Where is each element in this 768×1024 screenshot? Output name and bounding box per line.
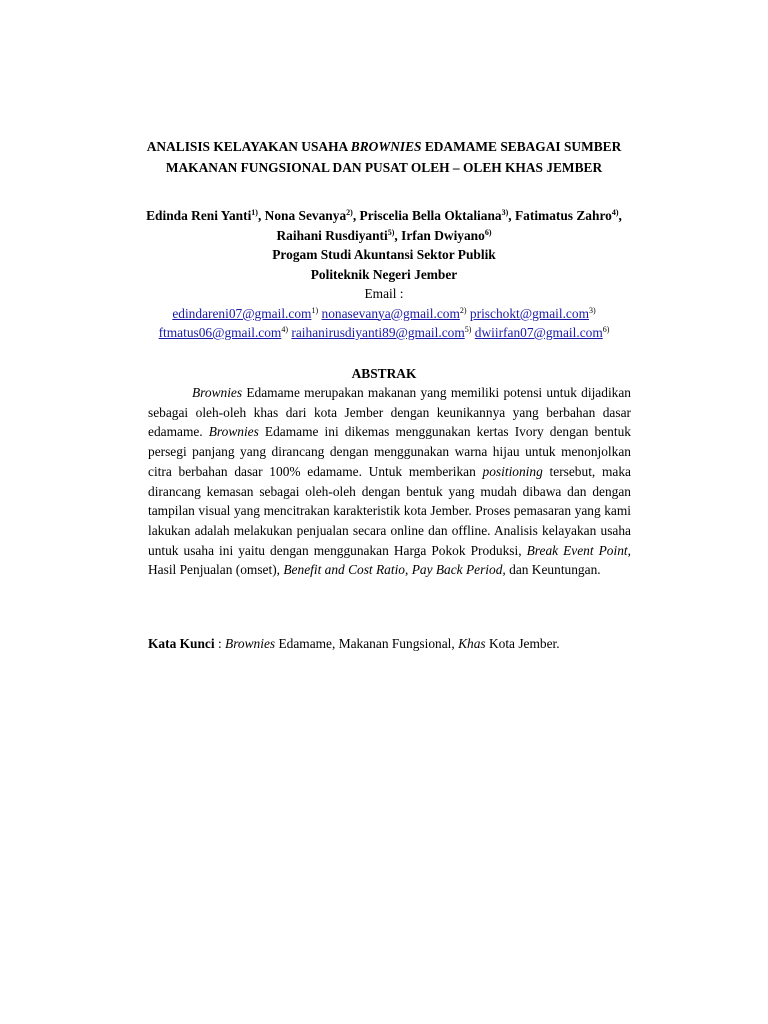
author-list-line1: Edinda Reni Yanti$^{1)}$, Nona Sevanya$^{2)}$, Priscelia Bella Oktaliana$^{3)}$, Fatimatus Zahro$^{4)}$, (146, 208, 622, 223)
affiliation-program: Progam Studi Akuntansi Sektor Publik (272, 247, 496, 262)
email-link[interactable]: dwiirfan07@gmail.com (474, 325, 603, 340)
email-sup: 5) (464, 325, 472, 334)
email-sup: 3) (589, 305, 596, 315)
email-link[interactable]: prischokt@gmail.com (469, 305, 589, 321)
email-line2 (159, 325, 610, 340)
email-link[interactable]: raihanirusdiyanti89@gmail.com (291, 325, 465, 340)
keywords-text: Kota Jember. (485, 636, 560, 651)
abstract-text: , (405, 562, 412, 578)
abstract-text: , Hasil Penjualan (omset), (148, 542, 631, 578)
abstract-text: Edamame ini dikemas menggunakan kertas Ivory dengan bentuk persegi panjang yang dirancang dengan menggunakan warna hijau untuk menonjolkan citra berbahan dasar 100% edamame. Untuk memberikan (148, 424, 631, 479)
abstract-italic-term: Brownies (192, 385, 243, 400)
author-name: Priscelia Bella Oktaliana (359, 208, 502, 223)
abstract-text: Edamame merupakan makanan yang memiliki potensi untuk dijadikan sebagai oleh-oleh khas dari kota Jember dengan keunikannya yang berbahan dasar edamame. (148, 385, 631, 440)
keywords-line (148, 634, 631, 654)
abstract-heading: ABSTRAK (351, 366, 417, 381)
author-sup: 4) (611, 208, 619, 217)
author-name: Raihani Rusdiyanti (276, 227, 388, 243)
author-sup: 2) (346, 208, 353, 217)
author-block (100, 206, 668, 343)
author-name: Nona Sevanya (264, 208, 347, 223)
author-name: Edinda Reni Yanti (146, 208, 252, 223)
email-sup: 6) (602, 325, 610, 334)
keyword-italic: Khas (458, 636, 486, 651)
keywords-label: Kata Kunci (148, 636, 215, 651)
abstract-italic-term: Pay Back Period, (411, 562, 506, 578)
email-link[interactable]: nonasevanya@gmail.com (321, 305, 460, 321)
email-line1 (172, 306, 595, 321)
author-name: Irfan Dwiyano (401, 227, 485, 243)
email-link[interactable]: ftmatus06@gmail.com (158, 325, 282, 340)
email-sup: 4) (281, 325, 289, 334)
title-line1-part1: ANALISIS KELAYAKAN USAHA (146, 139, 351, 154)
title-line1-italic: BROWNIES (350, 139, 422, 154)
paper-title (140, 136, 628, 178)
abstract-body (148, 383, 631, 580)
title-line1-part2: EDAMAME SEBAGAI SUMBER (421, 139, 622, 154)
author-sup: 3) (501, 208, 509, 217)
abstract-text: tersebut, maka dirancang kemasan sebagai oleh-oleh dengan bentuk yang mudah dibawa dan dengan tampilan visual yang mencitrakan karakteristik kota Jember. Proses pemasaran yang kami lakukan adalah melakukan penjualan secara online dan offline. Analisis kelayakan usaha untuk usaha ini yaitu dengan menggunakan Harga Pokok Produksi, (148, 463, 631, 558)
keywords-separator: : (214, 636, 226, 651)
author-name: Fatimatus Zahro (515, 208, 612, 223)
keywords-text: Edamame, Makanan Fungsional, (275, 636, 459, 651)
email-sup: 1) (311, 305, 319, 315)
abstract-text: dan Keuntungan. (505, 562, 601, 578)
email-link[interactable]: edindareni07@gmail.com (172, 305, 312, 321)
affiliation-institution: Politeknik Negeri Jember (310, 266, 458, 282)
author-list-line2: Raihani Rusdiyanti$^{5)}$, Irfan Dwiyano$^{6)}$ (276, 227, 492, 243)
abstract-italic-term: positioning (482, 463, 543, 479)
email-sup: 2) (459, 305, 467, 315)
author-sup: 6) (484, 227, 492, 237)
email-label: Email : (364, 286, 404, 301)
author-sup: 1) (251, 208, 258, 217)
abstract-italic-term: Brownies (208, 424, 259, 440)
keyword-italic: Brownies (225, 636, 276, 651)
author-sup: 5) (387, 227, 395, 237)
title-line2: MAKANAN FUNGSIONAL DAN PUSAT OLEH – OLEH KHAS JEMBER (165, 160, 603, 175)
abstract-italic-term: Break Event Point (526, 542, 628, 558)
abstract-italic-term: Benefit and Cost Ratio (283, 562, 405, 578)
